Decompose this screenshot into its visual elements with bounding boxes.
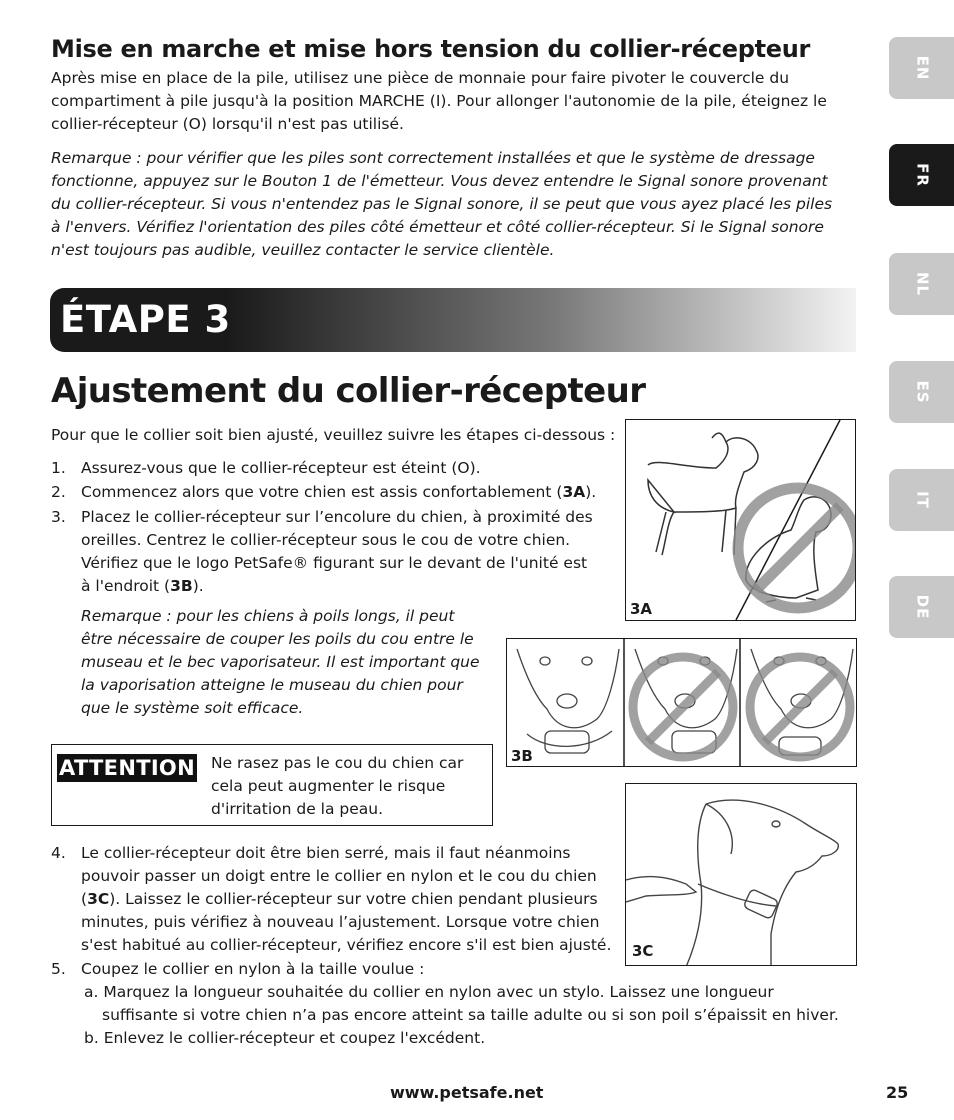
step-number: 4.	[51, 844, 66, 862]
attention-label: ATTENTION	[57, 754, 197, 782]
step-number: 2.	[51, 483, 66, 501]
dog-collar-illustration-3b	[507, 639, 857, 767]
power-line: collier-récepteur (O) lorsqu'il n'est pas utilisé.	[51, 115, 404, 133]
power-note	[51, 147, 863, 262]
figure-3c	[625, 783, 857, 966]
note-line: n'est toujours pas audible, veuillez contacter le service clientèle.	[51, 241, 555, 259]
dog-illustration-3a	[626, 420, 856, 621]
figure-3a	[625, 419, 856, 621]
list-item-step-2	[51, 481, 621, 504]
step-text: Assurez-vous que le collier-récepteur est éteint (O).	[81, 459, 481, 477]
tab-en[interactable]: EN	[889, 37, 954, 99]
list-item-step-5a: a. Marquez la longueur souhaitée du collier en nylon avec un stylo. Laissez une longueur suffisante si votre chien n’a pas encore atteint sa taille adulte ou si son poil s’épaissit en hiver.	[84, 983, 839, 1024]
note-line: Remarque : pour vérifier que les piles sont correctement installées et que le système de dressage	[51, 149, 815, 167]
attention-text: Ne rasez pas le cou du chien car cela peut augmenter le risque d'irritation de la peau.	[211, 754, 464, 818]
list-item-step-3	[51, 506, 621, 606]
step-text: Commencez alors que votre chien est assis confortablement (3A).	[81, 483, 597, 501]
figure-label-3c: 3C	[632, 942, 654, 960]
note-line: du collier-récepteur. Si vous n'entendez pas le Signal sonore, il se peut que vous ayez placé les piles	[51, 195, 833, 213]
tab-fr[interactable]: FR	[889, 144, 954, 206]
step-text: Placez le collier-récepteur sur l’encolure du chien, à proximité des oreilles. Centrez le collier-récepteur sous le cou de votre chien. Vérifiez que le logo PetSafe® figurant sur le devant de l'unité est à l'endroit (3B).	[81, 508, 593, 595]
step-text: Le collier-récepteur doit être bien serré, mais il faut néanmoins pouvoir passer un doigt entre le collier en nylon et le cou du chien (3C). Laissez le collier-récepteur sur votre chien pendant plusieurs minutes, puis vérifiez à nouveau l’ajustement. Lorsque votre chien s'est habitué au collier-récepteur, vérifiez encore s'il est bien ajusté.	[81, 844, 612, 954]
tab-it[interactable]: IT	[889, 469, 954, 531]
adjust-intro: Pour que le collier soit bien ajusté, veuillez suivre les étapes ci-dessous :	[51, 426, 616, 444]
section-heading-adjust: Ajustement du collier-récepteur	[51, 371, 646, 411]
power-line: Après mise en place de la pile, utilisez une pièce de monnaie pour faire pivoter le couvercle du	[51, 69, 790, 87]
figure-3b	[506, 638, 857, 767]
tab-nl[interactable]: NL	[889, 253, 954, 315]
step3-note: Remarque : pour les chiens à poils longs, il peut être nécessaire de couper les poils du cou entre le museau et le bec vaporisateur. Il est important que la vaporisation atteigne le museau du chien pour que le système soit efficace.	[81, 607, 480, 717]
dog-neck-fit-illustration-3c	[626, 784, 857, 966]
step-number: 3.	[51, 508, 66, 526]
note-line: à l'envers. Vérifiez l'orientation des piles côté émetteur et côté collier-récepteur. Si le Signal sonore	[51, 218, 824, 236]
note-line: fonctionne, appuyez sur le Bouton 1 de l'émetteur. Vous devez entendre le Signal sonore provenant	[51, 172, 828, 190]
tab-es[interactable]: ES	[889, 361, 954, 423]
figure-ref-3c: 3C	[87, 890, 110, 908]
page-number: 25	[886, 1083, 909, 1102]
step-number: 5.	[51, 960, 66, 978]
step-number: 1.	[51, 459, 66, 477]
list-item-step-4	[51, 842, 626, 962]
footer-url[interactable]: www.petsafe.net	[390, 1083, 544, 1102]
power-paragraph	[51, 67, 863, 136]
step-text: Coupez le collier en nylon à la taille voulue :	[81, 960, 425, 978]
list-item-step-5b: b. Enlevez le collier-récepteur et coupez l'excédent.	[84, 1029, 486, 1047]
figure-label-3a: 3A	[630, 600, 653, 618]
section-heading-power: Mise en marche et mise hors tension du collier-récepteur	[51, 35, 811, 63]
figure-label-3b: 3B	[511, 747, 533, 765]
tab-de[interactable]: DE	[889, 576, 954, 638]
power-line: compartiment à pile jusqu'à la position MARCHE (I). Pour allonger l'autonomie de la pile, éteignez le	[51, 92, 827, 110]
figure-ref-3b: 3B	[170, 577, 193, 595]
step-banner-title: ÉTAPE 3	[60, 298, 231, 341]
list-item-step-1	[51, 457, 621, 480]
figure-ref-3a: 3A	[562, 483, 586, 501]
